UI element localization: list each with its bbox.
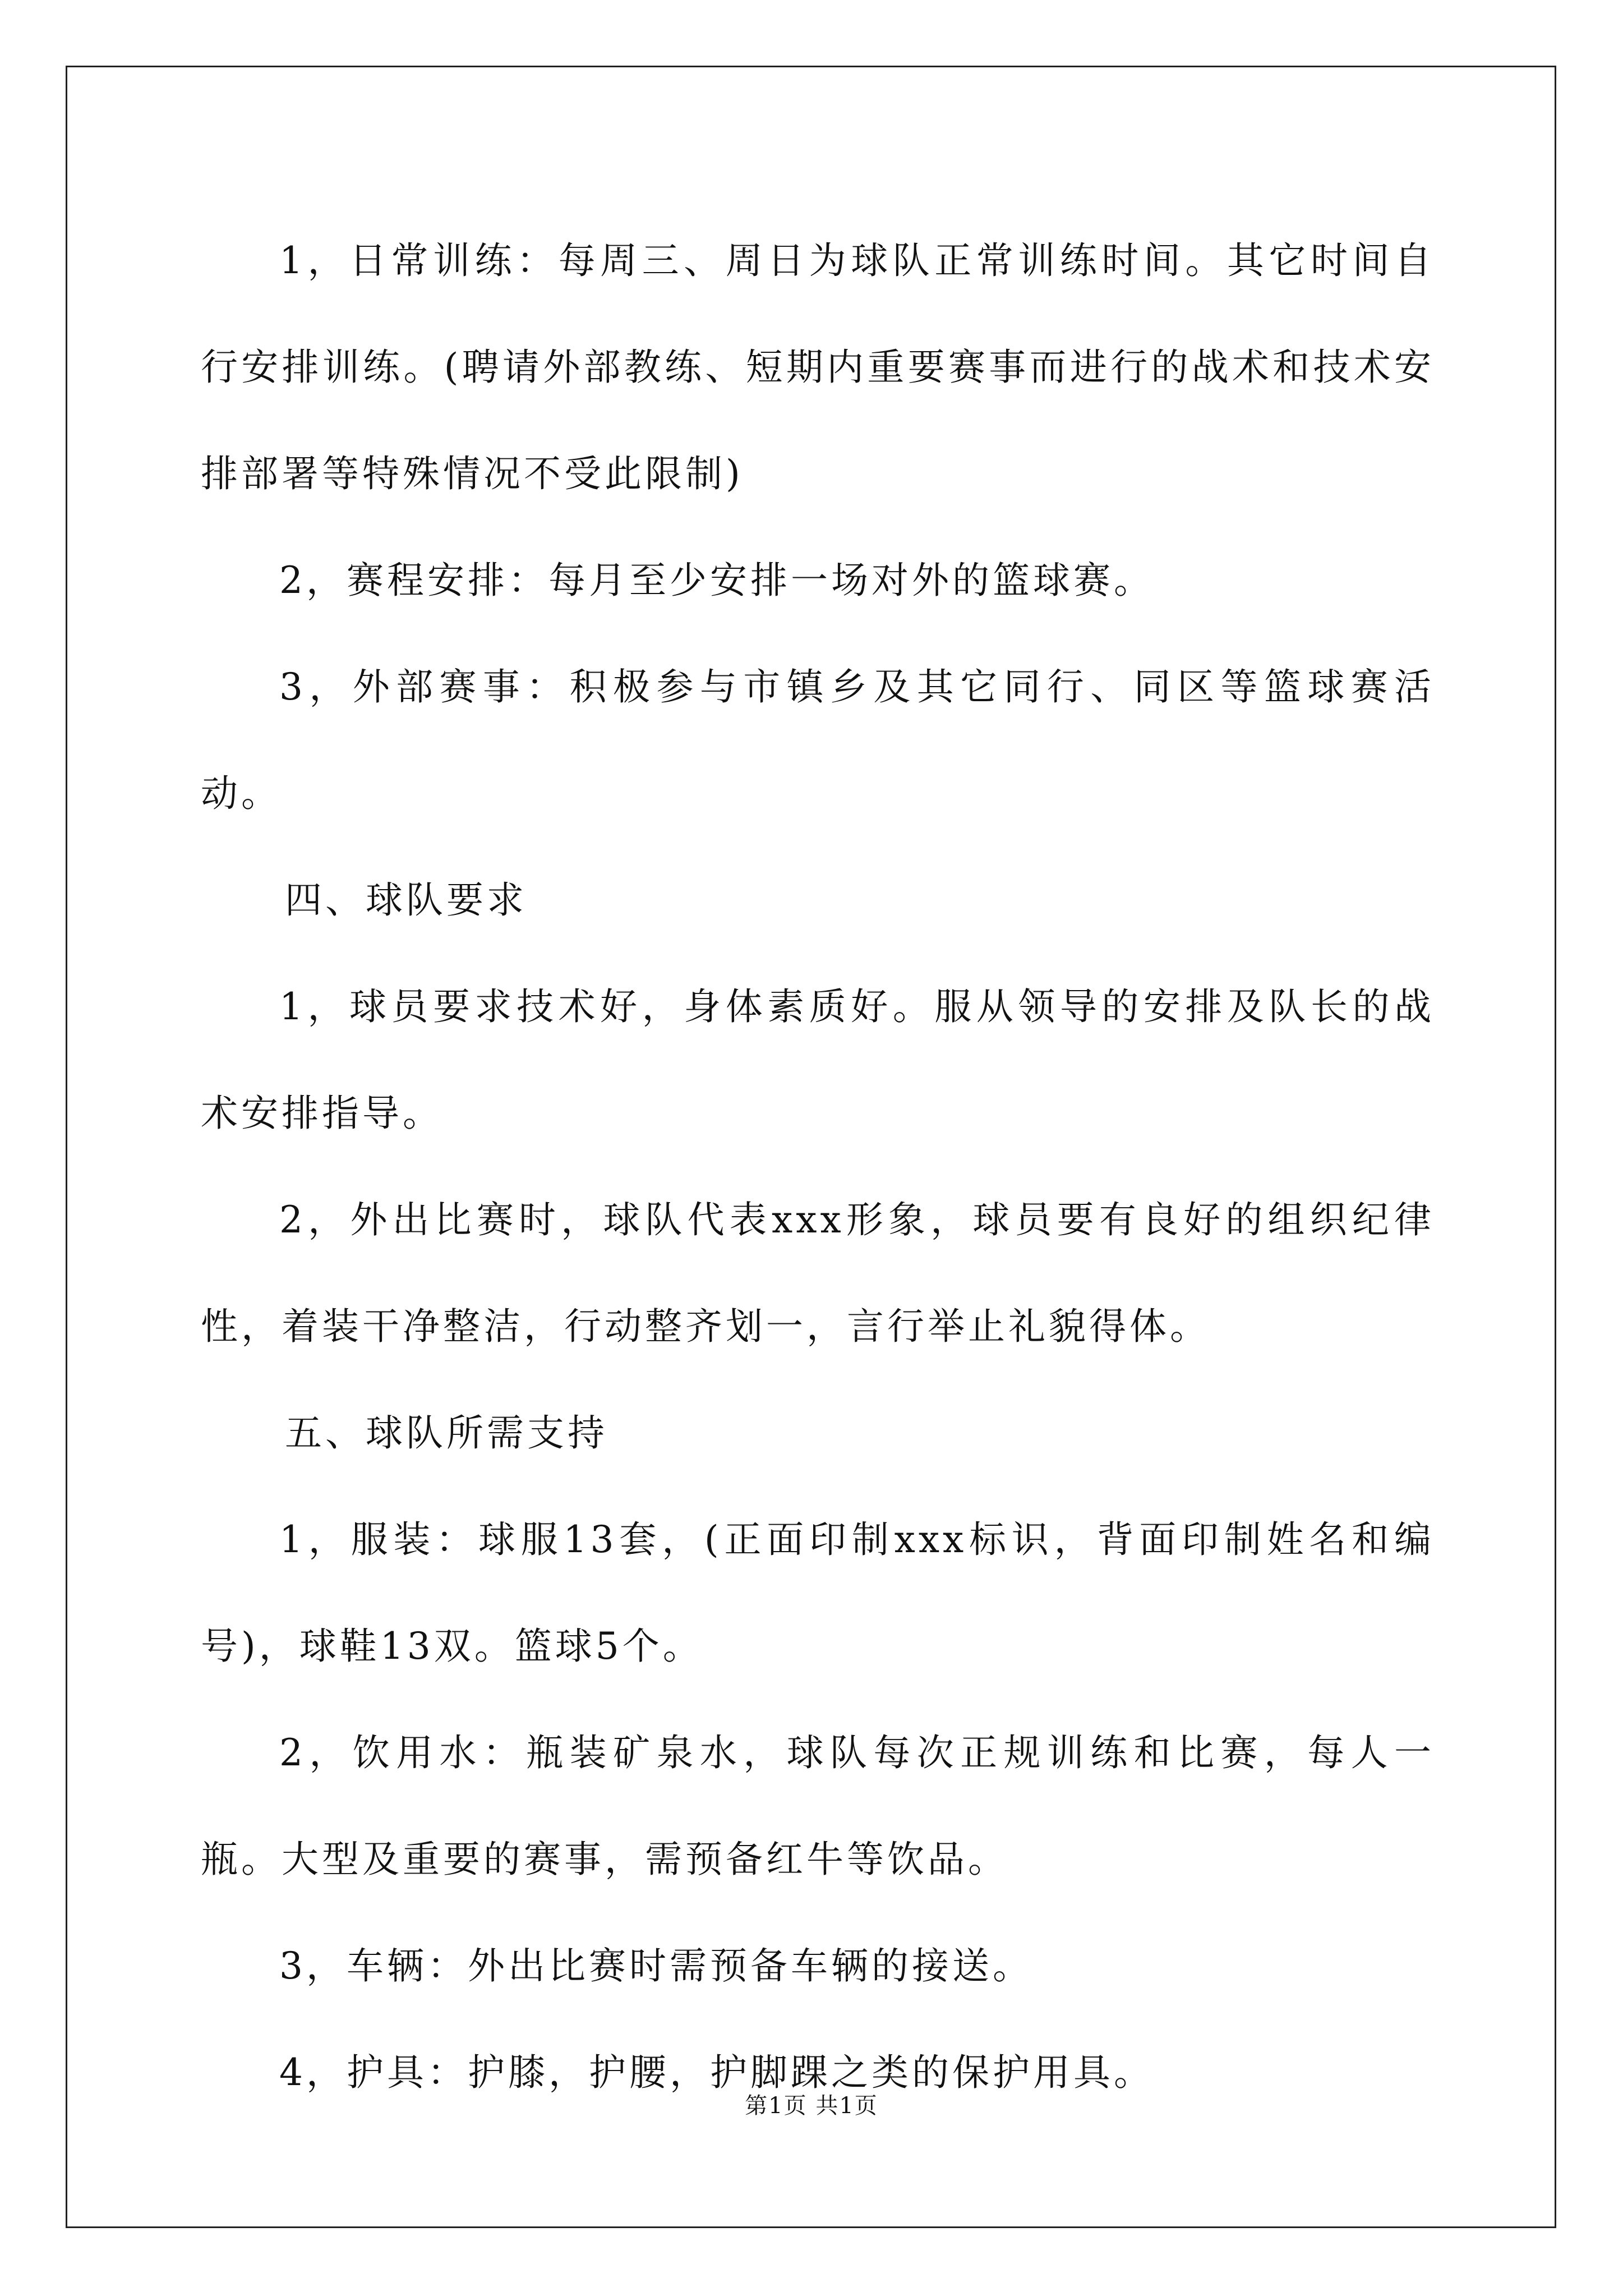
paragraph-uniforms: 1，服装：球服13套，(正面印制xxx标识，背面印制姓名和编号)，球鞋13双。篮球5个。 — [201, 1518, 1435, 1668]
paragraph-away-match-conduct: 2，外出比赛时，球队代表xxx形象，球员要有良好的组织纪律性，着装干净整洁，行动整齐划一，言行举止礼貌得体。 — [201, 1198, 1435, 1348]
paragraph-drinking-water: 2，饮用水：瓶装矿泉水，球队每次正规训练和比赛，每人一瓶。大型及重要的赛事，需预备红牛等饮品。 — [201, 1731, 1435, 1881]
paragraph-training: 1，日常训练：每周三、周日为球队正常训练时间。其它时间自行安排训练。(聘请外部教练、短期内重要赛事而进行的战术和技术安排部署等特殊情况不受此限制) — [201, 239, 1435, 495]
section-heading-team-support: 五、球队所需支持 — [285, 1411, 608, 1455]
paragraph-protective-gear: 4，护具：护膝，护腰，护脚踝之类的保护用具。 — [279, 2051, 1154, 2094]
paragraph-schedule: 2，赛程安排：每月至少安排一场对外的篮球赛。 — [279, 559, 1154, 602]
paragraph-player-requirements: 1，球员要求技术好，身体素质好。服从领导的安排及队长的战术安排指导。 — [201, 985, 1435, 1135]
paragraph-external-events: 3，外部赛事：积极参与市镇乡及其它同行、同区等篮球赛活动。 — [201, 665, 1435, 815]
section-heading-team-requirements: 四、球队要求 — [285, 878, 527, 922]
page-number-footer: 第1页 共1页 — [745, 2093, 878, 2119]
document-body — [201, 208, 1435, 2126]
paragraph-vehicles: 3，车辆：外出比赛时需预备车辆的接送。 — [279, 1944, 1033, 1987]
